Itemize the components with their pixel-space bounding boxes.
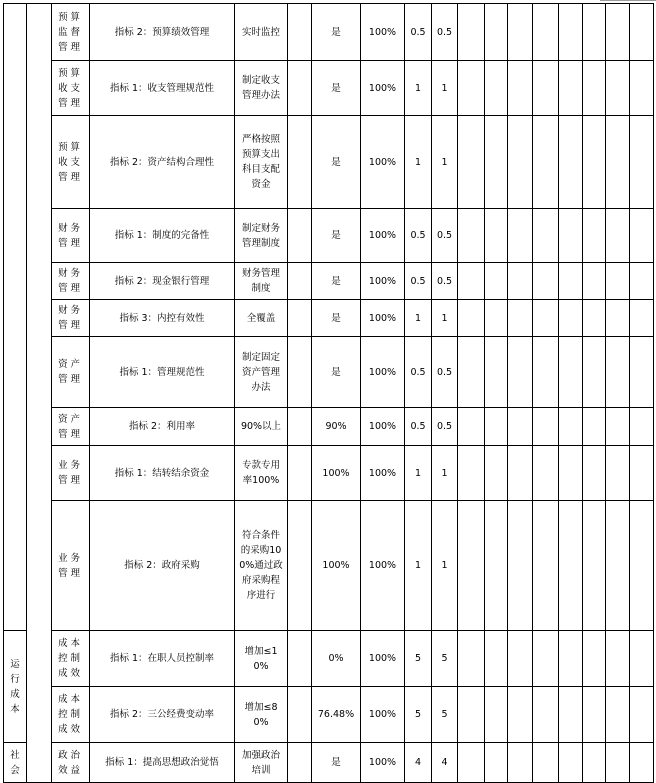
weight-cell: 1	[405, 446, 432, 501]
empty-cell	[630, 743, 654, 783]
empty-cell	[458, 4, 485, 61]
rate-cell: 100%	[361, 687, 405, 743]
empty-cell	[583, 4, 606, 61]
category-cell	[4, 4, 27, 631]
empty-cell	[458, 209, 485, 263]
empty-cell	[583, 501, 606, 631]
blank-cell	[288, 631, 312, 687]
empty-cell	[559, 446, 583, 501]
empty-cell	[458, 116, 485, 209]
weight-cell: 1	[405, 61, 432, 116]
sub-category-cell: 业务管理	[52, 446, 90, 501]
empty-cell	[583, 337, 606, 408]
actual-cell: 是	[312, 337, 361, 408]
target-cell: 加强政治培训	[235, 743, 288, 783]
empty-cell	[458, 337, 485, 408]
empty-cell	[458, 408, 485, 446]
empty-cell	[508, 300, 533, 337]
empty-cell	[606, 116, 630, 209]
rate-cell: 100%	[361, 4, 405, 61]
empty-cell	[458, 61, 485, 116]
rate-cell: 100%	[361, 337, 405, 408]
empty-cell	[458, 300, 485, 337]
empty-cell	[533, 263, 559, 300]
empty-cell	[559, 263, 583, 300]
empty-cell	[485, 116, 508, 209]
empty-cell	[559, 743, 583, 783]
empty-cell	[533, 501, 559, 631]
empty-cell	[485, 61, 508, 116]
actual-cell: 是	[312, 4, 361, 61]
empty-cell	[583, 300, 606, 337]
rate-cell: 100%	[361, 408, 405, 446]
empty-cell	[559, 61, 583, 116]
target-cell: 专款专用率100%	[235, 446, 288, 501]
indicator-cell: 指标 1：管理规范性	[90, 337, 235, 408]
empty-cell	[606, 300, 630, 337]
actual-cell: 是	[312, 263, 361, 300]
indicator-cell: 指标 2：利用率	[90, 408, 235, 446]
empty-cell	[606, 337, 630, 408]
empty-cell	[485, 209, 508, 263]
empty-cell	[559, 408, 583, 446]
empty-cell	[533, 687, 559, 743]
empty-cell	[533, 61, 559, 116]
weight-cell: 1	[405, 116, 432, 209]
empty-cell	[606, 446, 630, 501]
empty-cell	[583, 743, 606, 783]
empty-cell	[533, 631, 559, 687]
table-row	[4, 337, 654, 408]
sub-category-cell: 财务管理	[52, 209, 90, 263]
score-cell: 0.5	[432, 4, 458, 61]
table-row	[4, 209, 654, 263]
target-cell: 制定收支管理办法	[235, 61, 288, 116]
empty-cell	[606, 743, 630, 783]
category-cell: 运行成本	[4, 631, 27, 743]
actual-cell: 是	[312, 743, 361, 783]
sub-category-cell: 政治效益	[52, 743, 90, 783]
table-row	[4, 446, 654, 501]
actual-cell: 是	[312, 209, 361, 263]
actual-cell: 是	[312, 300, 361, 337]
empty-cell	[458, 631, 485, 687]
empty-cell	[458, 263, 485, 300]
empty-cell	[533, 446, 559, 501]
indicator-cell: 指标 2：政府采购	[90, 501, 235, 631]
sub-category-cell: 财务管理	[52, 263, 90, 300]
blank-cell	[288, 116, 312, 209]
empty-cell	[606, 687, 630, 743]
sub-category-cell: 业务管理	[52, 501, 90, 631]
score-cell: 0.5	[432, 337, 458, 408]
empty-cell	[533, 300, 559, 337]
blank-cell	[288, 446, 312, 501]
table-row	[4, 116, 654, 209]
actual-cell: 100%	[312, 501, 361, 631]
sub-category-cell: 成本控制成效	[52, 631, 90, 687]
empty-cell	[630, 300, 654, 337]
empty-cell	[485, 687, 508, 743]
sub-category-cell: 财务管理	[52, 300, 90, 337]
sub-category-cell: 预算收支管理	[52, 61, 90, 116]
empty-cell	[630, 116, 654, 209]
empty-cell	[458, 743, 485, 783]
blank-cell	[288, 501, 312, 631]
weight-cell: 0.5	[405, 408, 432, 446]
empty-cell	[508, 631, 533, 687]
empty-cell	[606, 408, 630, 446]
empty-cell	[508, 446, 533, 501]
sub-category-cell: 资产管理	[52, 408, 90, 446]
blank-cell	[288, 300, 312, 337]
indicator-cell: 指标 2：资产结构合理性	[90, 116, 235, 209]
indicator-cell: 指标 2：现金银行管理	[90, 263, 235, 300]
blank-cell	[288, 687, 312, 743]
empty-cell	[508, 501, 533, 631]
weight-cell: 0.5	[405, 4, 432, 61]
actual-cell: 0%	[312, 631, 361, 687]
blank-cell	[288, 337, 312, 408]
empty-cell	[606, 209, 630, 263]
empty-cell	[508, 4, 533, 61]
score-cell: 1	[432, 446, 458, 501]
empty-cell	[630, 4, 654, 61]
score-cell: 0.5	[432, 408, 458, 446]
indicator-cell: 指标 1：收支管理规范性	[90, 61, 235, 116]
table-row	[4, 61, 654, 116]
actual-cell: 100%	[312, 446, 361, 501]
score-cell: 1	[432, 61, 458, 116]
actual-cell: 是	[312, 61, 361, 116]
empty-cell	[559, 300, 583, 337]
empty-cell	[583, 631, 606, 687]
blank-cell	[288, 4, 312, 61]
empty-cell	[630, 408, 654, 446]
empty-cell	[583, 446, 606, 501]
empty-cell	[533, 116, 559, 209]
empty-cell	[508, 263, 533, 300]
blank-column-cell	[27, 4, 52, 783]
blank-cell	[288, 743, 312, 783]
empty-cell	[630, 337, 654, 408]
target-cell: 严格按照预算支出科目支配资金	[235, 116, 288, 209]
blank-cell	[288, 61, 312, 116]
empty-cell	[583, 263, 606, 300]
empty-cell	[606, 61, 630, 116]
empty-cell	[606, 631, 630, 687]
rate-cell: 100%	[361, 209, 405, 263]
indicator-cell: 指标 1：提高思想政治觉悟	[90, 743, 235, 783]
empty-cell	[533, 4, 559, 61]
empty-cell	[533, 408, 559, 446]
score-cell: 1	[432, 300, 458, 337]
actual-cell: 是	[312, 116, 361, 209]
indicator-cell: 指标 3：内控有效性	[90, 300, 235, 337]
table-row	[4, 687, 654, 743]
sub-category-cell: 成本控制成效	[52, 687, 90, 743]
rate-cell: 100%	[361, 116, 405, 209]
weight-cell: 0.5	[405, 209, 432, 263]
target-cell: 制定财务管理制度	[235, 209, 288, 263]
empty-cell	[458, 687, 485, 743]
target-cell: 制定固定资产管理办法	[235, 337, 288, 408]
empty-cell	[630, 501, 654, 631]
empty-cell	[485, 743, 508, 783]
table-row	[4, 263, 654, 300]
empty-cell	[485, 631, 508, 687]
empty-cell	[533, 209, 559, 263]
score-cell: 5	[432, 631, 458, 687]
empty-cell	[630, 209, 654, 263]
target-cell: 全覆盖	[235, 300, 288, 337]
rate-cell: 100%	[361, 631, 405, 687]
empty-cell	[458, 501, 485, 631]
weight-cell: 0.5	[405, 263, 432, 300]
target-cell: 增加≤80%	[235, 687, 288, 743]
empty-cell	[508, 687, 533, 743]
weight-cell: 4	[405, 743, 432, 783]
sub-category-cell: 资产管理	[52, 337, 90, 408]
empty-cell	[533, 743, 559, 783]
score-cell: 0.5	[432, 209, 458, 263]
empty-cell	[458, 446, 485, 501]
empty-cell	[533, 337, 559, 408]
indicator-cell: 指标 2：预算绩效管理	[90, 4, 235, 61]
target-cell: 符合条件的采购100%通过政府采购程序进行	[235, 501, 288, 631]
weight-cell: 5	[405, 631, 432, 687]
indicator-cell: 指标 2：三公经费变动率	[90, 687, 235, 743]
empty-cell	[508, 337, 533, 408]
empty-cell	[559, 116, 583, 209]
blank-cell	[288, 408, 312, 446]
empty-cell	[485, 4, 508, 61]
empty-cell	[508, 743, 533, 783]
empty-cell	[559, 501, 583, 631]
empty-cell	[630, 631, 654, 687]
rate-cell: 100%	[361, 743, 405, 783]
sub-category-cell: 预算监督管理	[52, 4, 90, 61]
score-cell: 1	[432, 501, 458, 631]
empty-cell	[559, 687, 583, 743]
blank-cell	[288, 209, 312, 263]
score-cell: 0.5	[432, 263, 458, 300]
empty-cell	[606, 263, 630, 300]
empty-cell	[485, 300, 508, 337]
target-cell: 90%以上	[235, 408, 288, 446]
weight-cell: 5	[405, 687, 432, 743]
table-row	[4, 501, 654, 631]
empty-cell	[485, 501, 508, 631]
empty-cell	[583, 209, 606, 263]
performance-evaluation-table	[3, 3, 654, 783]
target-cell: 财务管理制度	[235, 263, 288, 300]
category-cell: 社会	[4, 743, 27, 783]
weight-cell: 1	[405, 300, 432, 337]
empty-cell	[559, 337, 583, 408]
table-row	[4, 4, 654, 61]
actual-cell: 76.48%	[312, 687, 361, 743]
indicator-cell: 指标 1：制度的完备性	[90, 209, 235, 263]
empty-cell	[583, 61, 606, 116]
empty-cell	[583, 408, 606, 446]
empty-cell	[485, 337, 508, 408]
empty-cell	[630, 263, 654, 300]
weight-cell: 1	[405, 501, 432, 631]
empty-cell	[508, 209, 533, 263]
empty-cell	[606, 501, 630, 631]
rate-cell: 100%	[361, 446, 405, 501]
empty-cell	[508, 116, 533, 209]
indicator-cell: 指标 1：在职人员控制率	[90, 631, 235, 687]
actual-cell: 90%	[312, 408, 361, 446]
rate-cell: 100%	[361, 501, 405, 631]
empty-cell	[485, 446, 508, 501]
empty-cell	[559, 209, 583, 263]
score-cell: 5	[432, 687, 458, 743]
empty-cell	[508, 61, 533, 116]
empty-cell	[485, 408, 508, 446]
sub-category-cell: 预算收支管理	[52, 116, 90, 209]
table-row	[4, 743, 654, 783]
empty-cell	[583, 116, 606, 209]
empty-cell	[630, 446, 654, 501]
empty-cell	[485, 263, 508, 300]
blank-cell	[288, 263, 312, 300]
table-row	[4, 631, 654, 687]
table-row	[4, 300, 654, 337]
empty-cell	[559, 631, 583, 687]
indicator-cell: 指标 1：结转结余资金	[90, 446, 235, 501]
empty-cell	[559, 4, 583, 61]
table-row	[4, 408, 654, 446]
empty-cell	[606, 4, 630, 61]
rate-cell: 100%	[361, 263, 405, 300]
empty-cell	[583, 687, 606, 743]
empty-cell	[630, 61, 654, 116]
score-cell: 4	[432, 743, 458, 783]
target-cell: 实时监控	[235, 4, 288, 61]
rate-cell: 100%	[361, 61, 405, 116]
empty-cell	[630, 687, 654, 743]
score-cell: 1	[432, 116, 458, 209]
rate-cell: 100%	[361, 300, 405, 337]
empty-cell	[508, 408, 533, 446]
weight-cell: 0.5	[405, 337, 432, 408]
target-cell: 增加≤10%	[235, 631, 288, 687]
